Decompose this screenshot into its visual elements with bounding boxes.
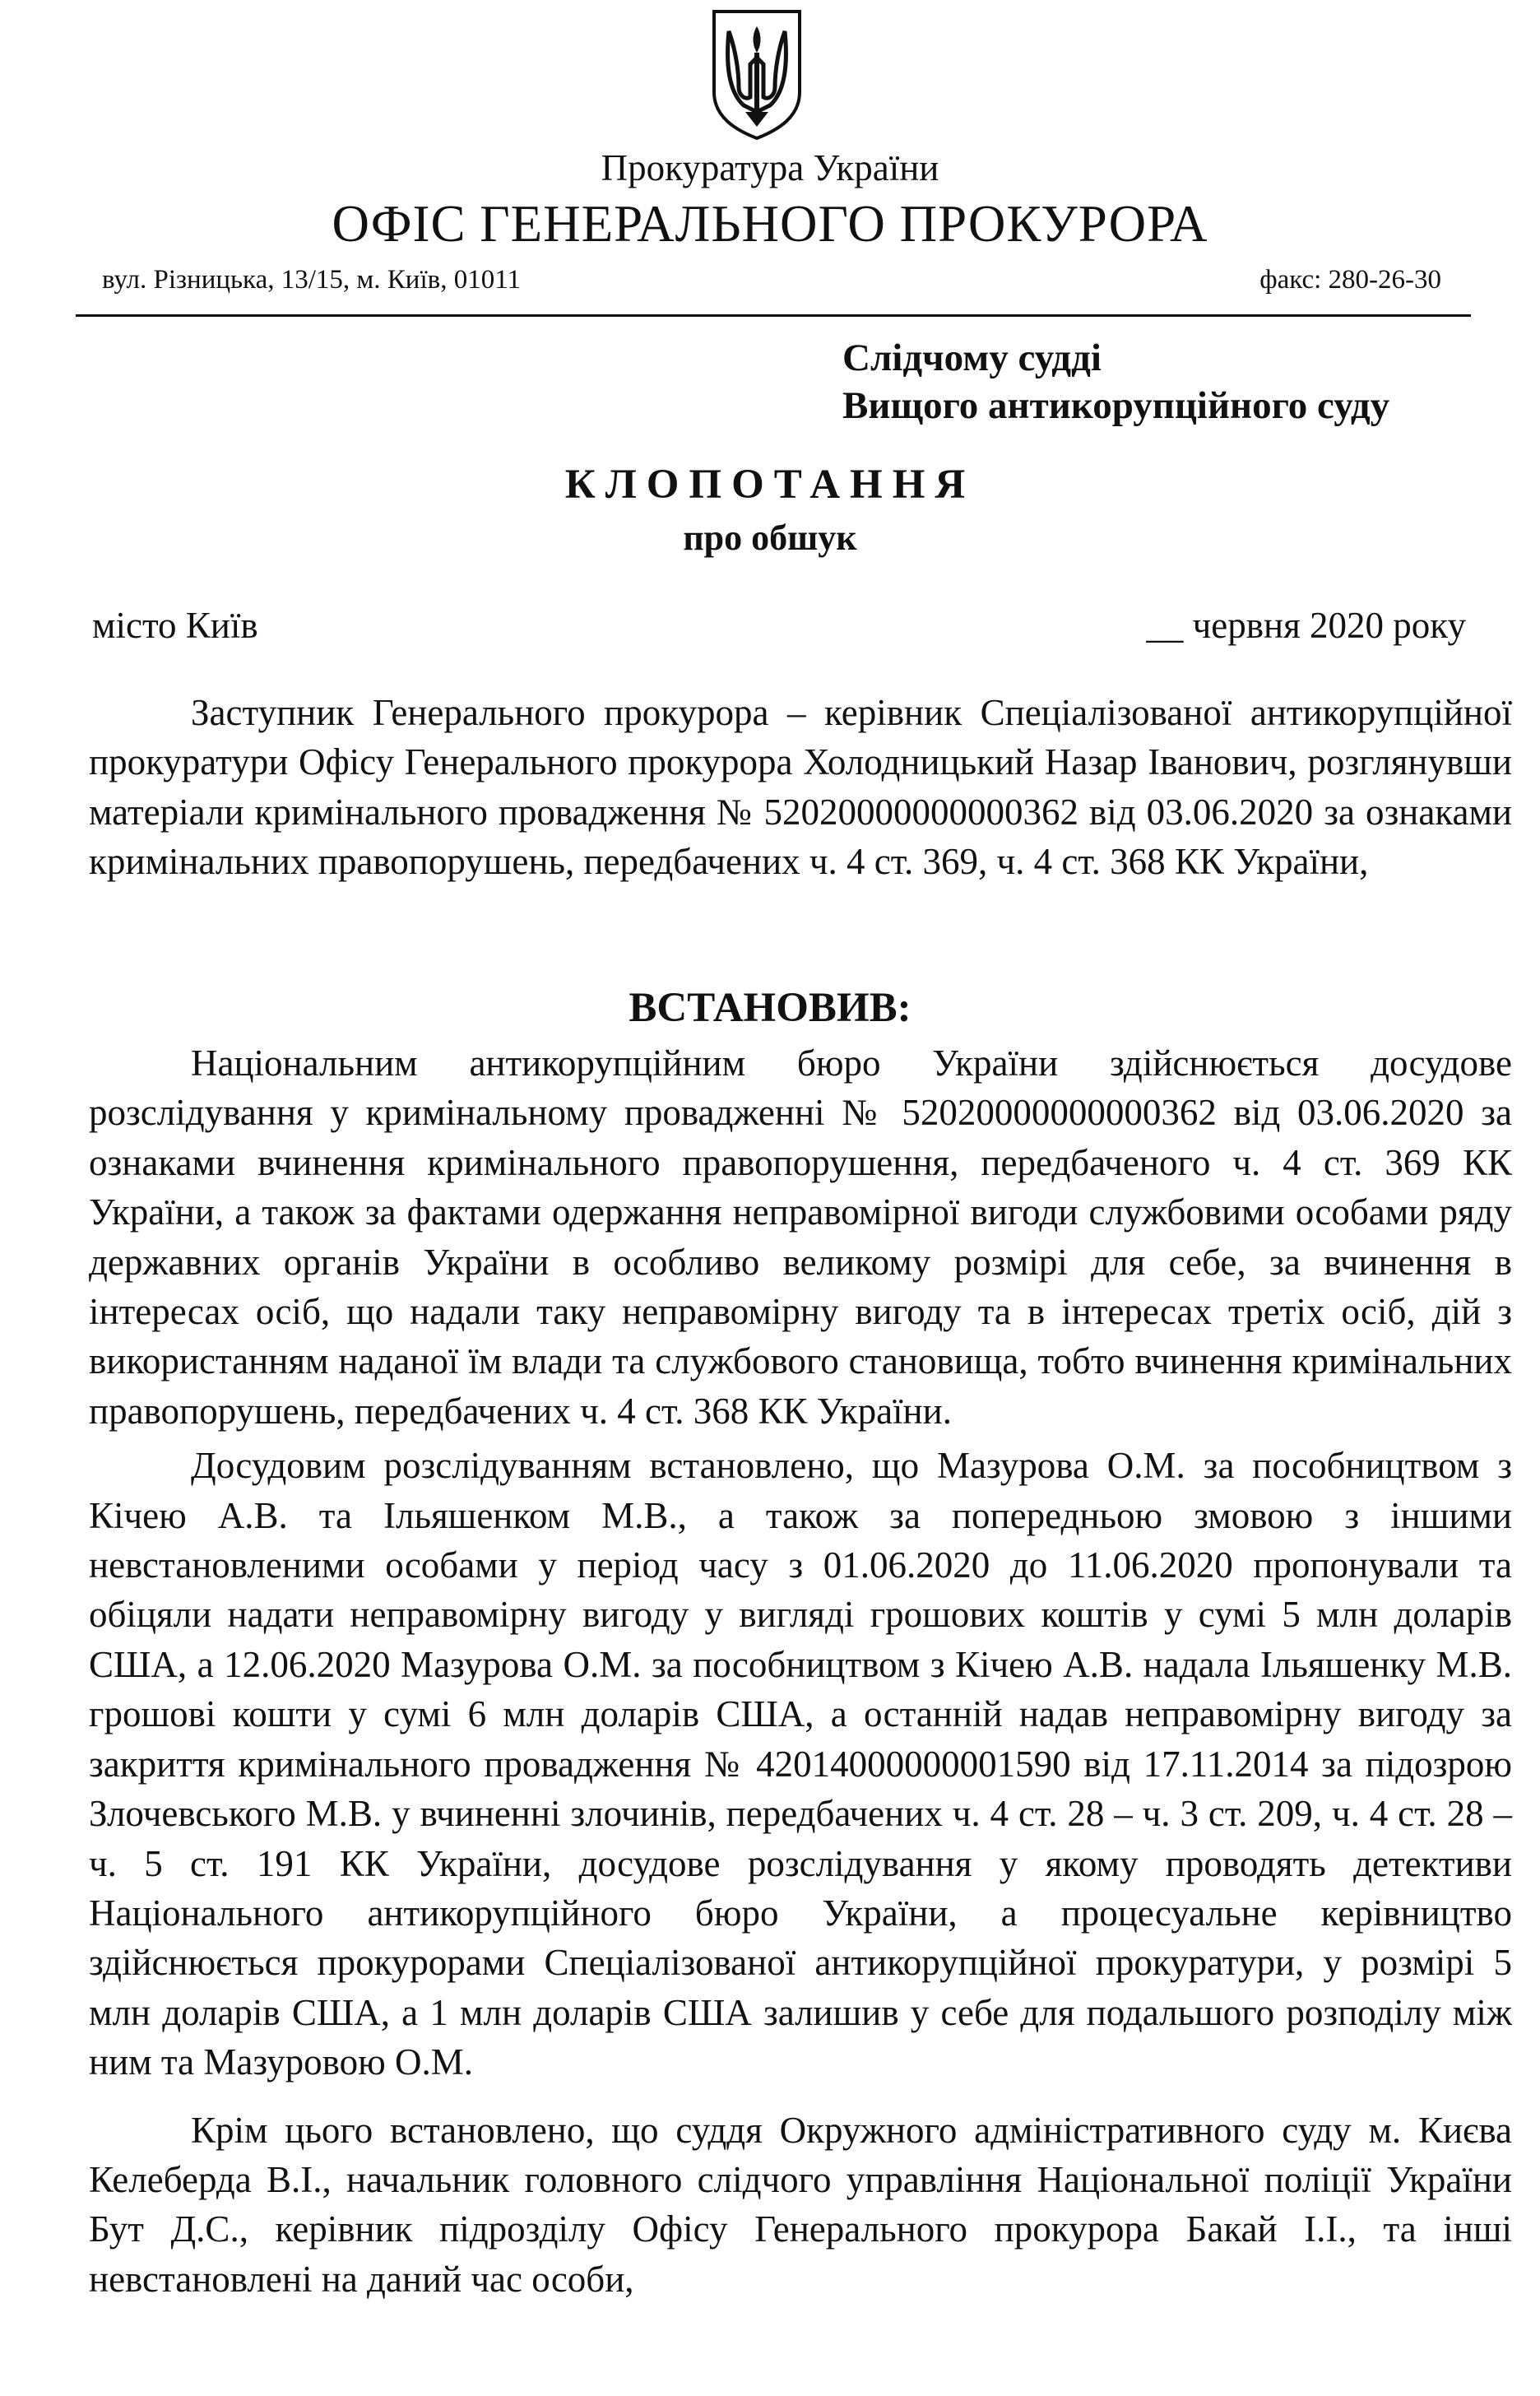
document-subtitle: про обшук [683, 518, 857, 558]
recipient-line-2: Вищого антикорупційного суду [842, 384, 1390, 427]
office-fax: факс: 280-26-30 [1259, 265, 1441, 295]
document-date: __ червня 2020 року [1146, 605, 1466, 646]
recipient-line-1: Слідчому судді [842, 337, 1102, 379]
trident-emblem-icon [709, 7, 805, 142]
header-divider [76, 314, 1471, 317]
established-section [89, 1038, 1512, 2304]
intro-paragraph: Заступник Генерального прокурора – керівник Спеціалізованої антикорупційної прокуратури Офісу Генерального прокурора Холодницький Назар Іванович, розглянувши матеріали кримінального провадження № 52020000000000362 від 03.06.2020 за ознаками кримінальних правопорушень, передбачених ч. 4 ст. 369, ч. 4 ст. 368 КК України, [89, 692, 1512, 883]
office-name: ОФІС ГЕНЕРАЛЬНОГО ПРОКУРОРА [332, 195, 1208, 253]
document-title: КЛОПОТАННЯ [564, 462, 976, 508]
agency-name: Прокуратура України [601, 147, 939, 188]
office-address: вул. Різницька, 13/15, м. Київ, 01011 [102, 265, 521, 295]
recipient-block [842, 334, 1389, 430]
document-city: місто Київ [92, 605, 258, 646]
body-paragraph: Досудовим розслідуванням встановлено, що Мазурова О.М. за пособництвом з Кічею А.В. та Ільяшенком М.В., а також за попередньою змовою з іншими невстановленими особами у період часу з 01.06.2020 до 11.06.2020 пропонували та обіцяли надати неправомірну вигоду у вигляді грошових коштів у сумі 5 млн доларів США, а 12.06.2020 Мазурова О.М. за пособництвом з Кічею А.В. надала Ільяшенку М.В. грошові кошти у сумі 6 млн доларів США, а останній надав неправомірну вигоду за закриття кримінального провадження № 42014000000001590 від 17.11.2014 за підозрою Злочевського М.В. у вчиненні злочинів, передбачених ч. 4 ст. 28 – ч. 3 ст. 209, ч. 4 ст. 28 – ч. 5 ст. 191 КК України, досудове розслідування у якому проводять детективи Національного антикорупційного бюро України, а процесуальне керівництво здійснюється прокурорами Спеціалізованої антикорупційної прокуратури, у розмірі 5 млн доларів США, а 1 млн доларів США залишив у себе для подальшого розподілу між ним та Мазуровою О.М. [89, 1445, 1512, 2083]
body-paragraph: Національним антикорупційним бюро України здійснюється досудове розслідування у кримінальному провадженні № 52020000000000362 від 03.06.2020 за ознаками вчинення кримінального правопорушення, передбаченого ч. 4 ст. 369 КК України, а також за фактами одержання неправомірної вигоди службовими особами ряду державних органів України в особливо великому розмірі для себе, за вчинення в інтересах осіб, що надали таку неправомірну вигоду та в інтересах третіх осіб, дій з використанням наданої їм влади та службового становища, тобто вчинення кримінальних правопорушень, передбачених ч. 4 ст. 368 КК України. [89, 1042, 1512, 1432]
intro-section [89, 688, 1512, 887]
body-paragraph: Крім цього встановлено, що суддя Окружного адміністративного суду м. Києва Келеберда В.І., начальник головного слідчого управління Національної поліції України Бут Д.С., керівник підрозділу Офісу Генерального прокурора Бакай І.І., та інші невстановлені на даний час особи, [89, 2109, 1512, 2300]
established-heading: ВСТАНОВИВ: [629, 985, 911, 1031]
